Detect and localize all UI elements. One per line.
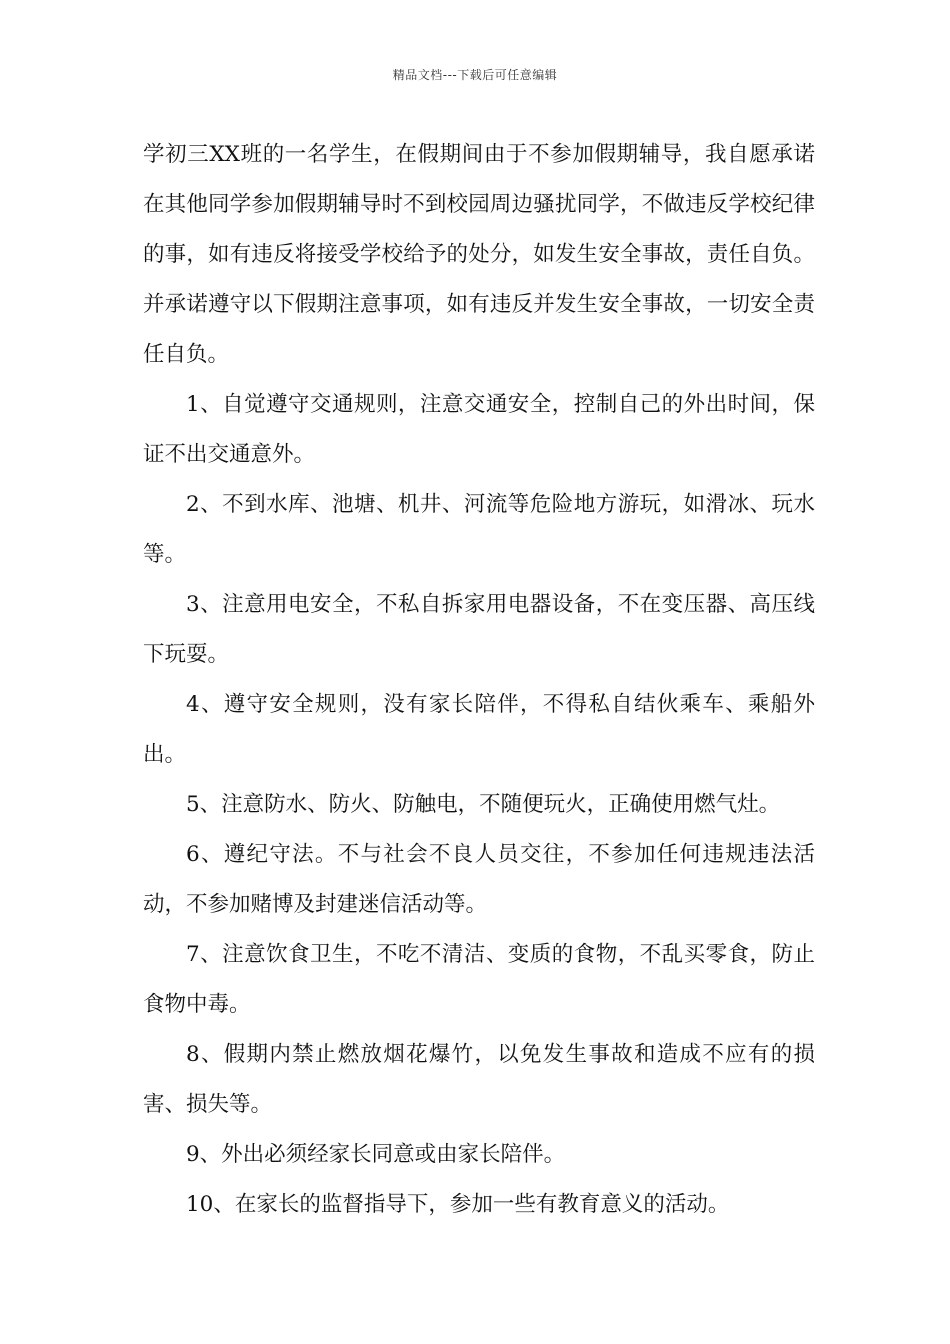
intro-paragraph: 学初三XX班的一名学生，在假期间由于不参加假期辅导，我自愿承诺在其他同学参加假期辅导时不到校园周边骚扰同学，不做违反学校纪律的事，如有违反将接受学校给予的处分，如发生安全事故，责任自负。并承诺遵守以下假期注意事项，如有违反并发生安全事故，一切安全责任自负。 xyxy=(143,142,815,367)
list-item: 8、假期内禁止燃放烟花爆竹，以免发生事故和造成不应有的损害、损失等。 xyxy=(143,1042,815,1117)
list-item: 2、不到水库、池塘、机井、河流等危险地方游玩，如滑冰、玩水等。 xyxy=(143,492,815,567)
list-item: 1、自觉遵守交通规则，注意交通安全，控制自己的外出时间，保证不出交通意外。 xyxy=(143,392,815,467)
list-item: 10、在家长的监督指导下，参加一些有教育意义的活动。 xyxy=(186,1192,730,1217)
document-body xyxy=(143,130,815,1230)
list-item: 9、外出必须经家长同意或由家长陪伴。 xyxy=(186,1142,566,1167)
list-item: 6、遵纪守法。不与社会不良人员交往，不参加任何违规违法活动，不参加赌博及封建迷信活动等。 xyxy=(143,842,815,917)
list-item: 4、遵守安全规则，没有家长陪伴，不得私自结伙乘车、乘船外出。 xyxy=(143,692,815,767)
list-item: 7、注意饮食卫生，不吃不清洁、变质的食物，不乱买零食，防止食物中毒。 xyxy=(143,942,815,1017)
page-header: 精品文档---下载后可任意编辑 xyxy=(392,68,558,82)
list-item: 5、注意防水、防火、防触电，不随便玩火，正确使用燃气灶。 xyxy=(186,792,781,817)
list-item: 3、注意用电安全，不私自拆家用电器设备，不在变压器、高压线下玩耍。 xyxy=(143,592,815,667)
